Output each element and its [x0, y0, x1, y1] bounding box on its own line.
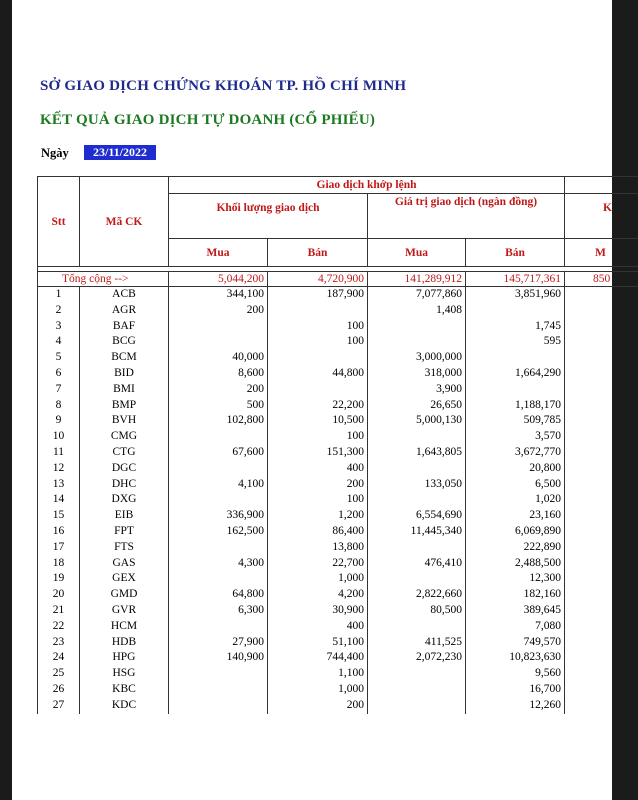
row-ma-ck: HDB: [80, 635, 169, 651]
row-next-empty: [565, 508, 638, 524]
row-ma-ck: DXG: [80, 492, 169, 508]
row-gt-ban: [466, 382, 565, 398]
row-next-empty: [565, 603, 638, 619]
row-stt: 25: [38, 666, 80, 682]
row-kl-mua: 336,900: [169, 508, 268, 524]
row-gt-mua: 2,822,660: [368, 587, 466, 603]
total-label: Tổng cộng -->: [38, 272, 169, 287]
row-next-empty: [565, 524, 638, 540]
row-kl-mua: [169, 571, 268, 587]
row-ma-ck: CMG: [80, 429, 169, 445]
row-gt-mua: 80,500: [368, 603, 466, 619]
row-stt: 10: [38, 429, 80, 445]
row-kl-ban: [268, 303, 368, 319]
row-stt: 4: [38, 334, 80, 350]
row-next-empty: [565, 366, 638, 382]
row-gt-mua: 1,408: [368, 303, 466, 319]
row-next-empty: [565, 666, 638, 682]
row-gt-ban: 222,890: [466, 540, 565, 556]
table-row: [38, 524, 638, 540]
row-gt-ban: [466, 303, 565, 319]
row-gt-ban: 12,300: [466, 571, 565, 587]
row-ma-ck: CTG: [80, 445, 169, 461]
row-next-empty: [565, 350, 638, 366]
header-kl-mua: Mua: [169, 239, 268, 267]
row-gt-mua: 318,000: [368, 366, 466, 382]
row-gt-mua: [368, 461, 466, 477]
row-gt-mua: 26,650: [368, 398, 466, 414]
row-kl-mua: 344,100: [169, 287, 268, 303]
row-ma-ck: DGC: [80, 461, 169, 477]
row-gt-ban: 389,645: [466, 603, 565, 619]
row-gt-mua: 6,554,690: [368, 508, 466, 524]
table-row: [38, 619, 638, 635]
row-gt-ban: 3,570: [466, 429, 565, 445]
row-kl-mua: [169, 540, 268, 556]
row-kl-mua: 200: [169, 303, 268, 319]
row-kl-mua: 64,800: [169, 587, 268, 603]
row-gt-mua: 2,072,230: [368, 650, 466, 666]
row-gt-ban: 23,160: [466, 508, 565, 524]
row-gt-mua: 1,643,805: [368, 445, 466, 461]
header-next-group: K: [565, 194, 638, 239]
row-gt-mua: [368, 319, 466, 335]
table-row: [38, 350, 638, 366]
row-kl-ban: 187,900: [268, 287, 368, 303]
row-ma-ck: DHC: [80, 477, 169, 493]
table-row: [38, 571, 638, 587]
row-next-empty: [565, 413, 638, 429]
row-stt: 23: [38, 635, 80, 651]
table-row: [38, 540, 638, 556]
row-kl-ban: 1,000: [268, 682, 368, 698]
report-title: KẾT QUẢ GIAO DỊCH TỰ DOANH (CỔ PHIẾU): [40, 112, 376, 128]
row-kl-mua: 67,600: [169, 445, 268, 461]
total-gt-mua: 141,289,912: [368, 272, 466, 287]
row-kl-mua: 102,800: [169, 413, 268, 429]
row-stt: 3: [38, 319, 80, 335]
header-khoi-luong: Khối lượng giao dịch: [169, 194, 368, 239]
row-gt-mua: [368, 682, 466, 698]
row-kl-mua: [169, 666, 268, 682]
document-page: [12, 0, 612, 800]
row-kl-ban: 100: [268, 319, 368, 335]
row-ma-ck: HPG: [80, 650, 169, 666]
row-ma-ck: GVR: [80, 603, 169, 619]
row-gt-mua: [368, 619, 466, 635]
table-row: [38, 587, 638, 603]
row-stt: 13: [38, 477, 80, 493]
row-next-empty: [565, 461, 638, 477]
header-gt-ban: Bán: [466, 239, 565, 267]
row-gt-ban: 16,700: [466, 682, 565, 698]
row-kl-mua: 27,900: [169, 635, 268, 651]
row-kl-mua: 6,300: [169, 603, 268, 619]
row-ma-ck: BVH: [80, 413, 169, 429]
row-next-empty: [565, 445, 638, 461]
row-gt-mua: [368, 571, 466, 587]
row-kl-ban: 1,200: [268, 508, 368, 524]
row-gt-ban: 1,188,170: [466, 398, 565, 414]
row-gt-ban: 1,020: [466, 492, 565, 508]
row-next-empty: [565, 650, 638, 666]
trading-results-table: [37, 176, 638, 714]
table-row: [38, 398, 638, 414]
total-gt-ban: 145,717,361: [466, 272, 565, 287]
row-ma-ck: FTS: [80, 540, 169, 556]
row-gt-ban: 7,080: [466, 619, 565, 635]
row-ma-ck: GEX: [80, 571, 169, 587]
row-kl-ban: [268, 350, 368, 366]
row-kl-ban: 10,500: [268, 413, 368, 429]
row-ma-ck: KDC: [80, 698, 169, 714]
row-kl-mua: 200: [169, 382, 268, 398]
total-next: 850: [565, 272, 638, 287]
row-gt-mua: [368, 698, 466, 714]
row-kl-ban: 744,400: [268, 650, 368, 666]
row-gt-mua: [368, 429, 466, 445]
header-stt: Stt: [38, 177, 80, 267]
row-gt-ban: [466, 350, 565, 366]
header-gia-tri: Giá trị giao dịch (ngàn đồng): [368, 194, 565, 239]
date-value: 23/11/2022: [84, 145, 156, 160]
row-kl-ban: 1,000: [268, 571, 368, 587]
row-ma-ck: EIB: [80, 508, 169, 524]
row-next-empty: [565, 334, 638, 350]
table-row: [38, 382, 638, 398]
row-gt-ban: 3,851,960: [466, 287, 565, 303]
row-kl-mua: [169, 698, 268, 714]
row-kl-ban: 100: [268, 334, 368, 350]
row-kl-ban: 1,100: [268, 666, 368, 682]
table-row: [38, 461, 638, 477]
row-gt-ban: 6,500: [466, 477, 565, 493]
row-next-empty: [565, 556, 638, 572]
row-ma-ck: BMI: [80, 382, 169, 398]
row-next-empty: [565, 587, 638, 603]
row-gt-ban: 10,823,630: [466, 650, 565, 666]
row-ma-ck: HCM: [80, 619, 169, 635]
row-ma-ck: BAF: [80, 319, 169, 335]
row-next-empty: [565, 382, 638, 398]
row-gt-ban: 509,785: [466, 413, 565, 429]
row-next-empty: [565, 398, 638, 414]
row-ma-ck: FPT: [80, 524, 169, 540]
row-stt: 27: [38, 698, 80, 714]
row-next-empty: [565, 540, 638, 556]
row-stt: 22: [38, 619, 80, 635]
table-row: [38, 429, 638, 445]
row-stt: 9: [38, 413, 80, 429]
row-gt-ban: 1,664,290: [466, 366, 565, 382]
row-gt-mua: [368, 334, 466, 350]
row-kl-mua: [169, 461, 268, 477]
header-gt-mua: Mua: [368, 239, 466, 267]
row-kl-ban: [268, 382, 368, 398]
row-kl-mua: [169, 619, 268, 635]
table-row: [38, 508, 638, 524]
table-row: [38, 650, 638, 666]
table-row: [38, 682, 638, 698]
date-label: Ngày: [41, 146, 69, 160]
row-kl-ban: 44,800: [268, 366, 368, 382]
row-kl-ban: 100: [268, 492, 368, 508]
row-kl-mua: 500: [169, 398, 268, 414]
row-gt-mua: 3,900: [368, 382, 466, 398]
table-row: [38, 287, 638, 303]
table-row: [38, 492, 638, 508]
row-stt: 1: [38, 287, 80, 303]
row-kl-mua: 4,300: [169, 556, 268, 572]
table-row: [38, 334, 638, 350]
row-ma-ck: BCM: [80, 350, 169, 366]
table-row: [38, 319, 638, 335]
header-khop-lenh: Giao dịch khớp lệnh: [169, 177, 565, 194]
row-gt-ban: 3,672,770: [466, 445, 565, 461]
row-next-empty: [565, 619, 638, 635]
row-kl-mua: [169, 319, 268, 335]
row-gt-ban: 749,570: [466, 635, 565, 651]
row-ma-ck: GMD: [80, 587, 169, 603]
row-stt: 24: [38, 650, 80, 666]
row-stt: 14: [38, 492, 80, 508]
row-ma-ck: KBC: [80, 682, 169, 698]
row-next-empty: [565, 287, 638, 303]
exchange-title: SỞ GIAO DỊCH CHỨNG KHOÁN TP. HỒ CHÍ MINH: [40, 78, 407, 94]
table-row: [38, 413, 638, 429]
table-row: [38, 477, 638, 493]
row-kl-ban: 200: [268, 698, 368, 714]
row-stt: 11: [38, 445, 80, 461]
row-kl-ban: 86,400: [268, 524, 368, 540]
row-kl-mua: [169, 682, 268, 698]
row-kl-mua: 140,900: [169, 650, 268, 666]
row-kl-ban: 400: [268, 619, 368, 635]
table-row: [38, 603, 638, 619]
header-next-group-top: [565, 177, 638, 194]
row-stt: 15: [38, 508, 80, 524]
row-next-empty: [565, 635, 638, 651]
row-stt: 19: [38, 571, 80, 587]
row-next-empty: [565, 477, 638, 493]
row-kl-mua: 162,500: [169, 524, 268, 540]
row-stt: 8: [38, 398, 80, 414]
row-ma-ck: HSG: [80, 666, 169, 682]
row-stt: 17: [38, 540, 80, 556]
row-kl-mua: 40,000: [169, 350, 268, 366]
row-next-empty: [565, 429, 638, 445]
table-row: [38, 698, 638, 714]
row-kl-mua: 4,100: [169, 477, 268, 493]
row-next-empty: [565, 492, 638, 508]
row-stt: 16: [38, 524, 80, 540]
row-gt-ban: 1,745: [466, 319, 565, 335]
row-gt-ban: 9,560: [466, 666, 565, 682]
row-next-empty: [565, 682, 638, 698]
row-stt: 18: [38, 556, 80, 572]
row-kl-ban: 30,900: [268, 603, 368, 619]
row-gt-mua: 133,050: [368, 477, 466, 493]
row-gt-ban: 12,260: [466, 698, 565, 714]
row-kl-ban: 13,800: [268, 540, 368, 556]
row-kl-ban: 22,200: [268, 398, 368, 414]
header-kl-ban: Bán: [268, 239, 368, 267]
row-ma-ck: BMP: [80, 398, 169, 414]
row-stt: 12: [38, 461, 80, 477]
row-gt-ban: 182,160: [466, 587, 565, 603]
row-ma-ck: BID: [80, 366, 169, 382]
row-gt-ban: 6,069,890: [466, 524, 565, 540]
table-row: [38, 556, 638, 572]
row-ma-ck: ACB: [80, 287, 169, 303]
row-kl-ban: 100: [268, 429, 368, 445]
row-gt-mua: 476,410: [368, 556, 466, 572]
row-kl-mua: 8,600: [169, 366, 268, 382]
row-gt-mua: 11,445,340: [368, 524, 466, 540]
row-next-empty: [565, 319, 638, 335]
row-kl-ban: 400: [268, 461, 368, 477]
row-stt: 6: [38, 366, 80, 382]
table-row: [38, 445, 638, 461]
table-row: [38, 635, 638, 651]
row-stt: 5: [38, 350, 80, 366]
row-kl-ban: 4,200: [268, 587, 368, 603]
row-kl-mua: [169, 334, 268, 350]
row-ma-ck: GAS: [80, 556, 169, 572]
row-kl-ban: 22,700: [268, 556, 368, 572]
row-ma-ck: BCG: [80, 334, 169, 350]
row-gt-ban: 2,488,500: [466, 556, 565, 572]
table-row: [38, 666, 638, 682]
header-ma-ck: Mã CK: [80, 177, 169, 267]
row-next-empty: [565, 303, 638, 319]
row-stt: 20: [38, 587, 80, 603]
table-row: [38, 366, 638, 382]
header-next-mua: M: [565, 239, 638, 267]
row-kl-ban: 151,300: [268, 445, 368, 461]
row-next-empty: [565, 698, 638, 714]
row-kl-ban: 51,100: [268, 635, 368, 651]
row-gt-mua: 3,000,000: [368, 350, 466, 366]
row-gt-mua: [368, 666, 466, 682]
row-next-empty: [565, 571, 638, 587]
total-kl-ban: 4,720,900: [268, 272, 368, 287]
row-stt: 21: [38, 603, 80, 619]
row-gt-mua: 5,000,130: [368, 413, 466, 429]
row-stt: 26: [38, 682, 80, 698]
row-kl-mua: [169, 492, 268, 508]
total-kl-mua: 5,044,200: [169, 272, 268, 287]
row-stt: 2: [38, 303, 80, 319]
row-gt-mua: 7,077,860: [368, 287, 466, 303]
row-gt-mua: [368, 540, 466, 556]
row-stt: 7: [38, 382, 80, 398]
table-row: [38, 303, 638, 319]
row-gt-mua: [368, 492, 466, 508]
row-ma-ck: AGR: [80, 303, 169, 319]
row-gt-ban: 20,800: [466, 461, 565, 477]
row-gt-mua: 411,525: [368, 635, 466, 651]
row-kl-mua: [169, 429, 268, 445]
total-row: [38, 272, 638, 287]
row-gt-ban: 595: [466, 334, 565, 350]
row-kl-ban: 200: [268, 477, 368, 493]
